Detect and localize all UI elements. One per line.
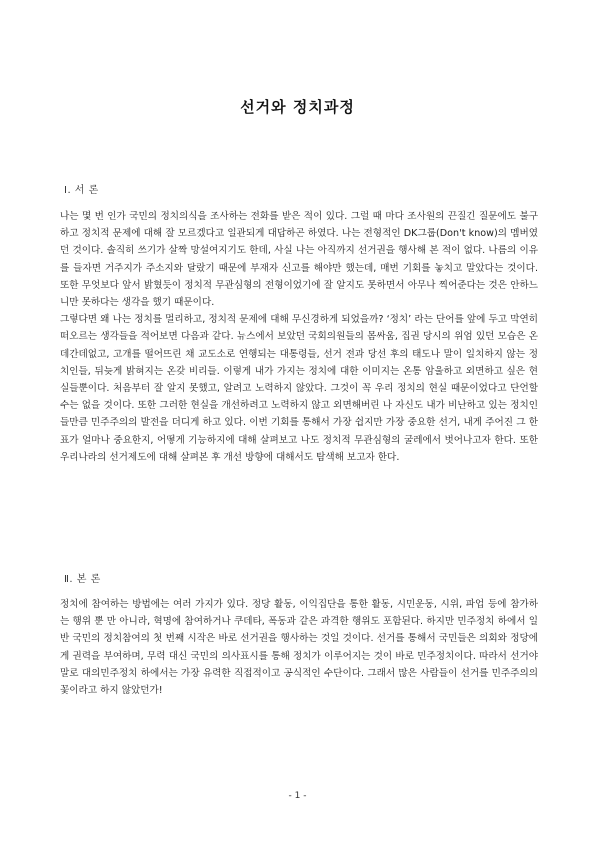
section-heading-main-body: Ⅱ. 본 론: [64, 574, 101, 585]
paragraph: 정치에 참여하는 방법에는 여러 가지가 있다. 정당 활동, 이익집단을 통한 활동, 시민운동, 시위, 파업 등에 참가하는 행위 뿐 만 아니라, 혁명에 참여하거나 쿠데타, 폭동과 같은 과격한 행위도 포함된다. 하지만 민주정치 하에서 일반 국민의 정치참여의 첫 번째 시작은 바로 선거권을 행사하는 것일 것이다. 선거를 통해서 국민들은 의회와 정당에게 권력을 부여하며, 무력 대신 국민의 의사표시를 통해 정치가 이루어지는 것이 바로 민주정치이다. 따라서 선거야말로 대의민주정치 하에서는 가장 유력한 직접적이고 공식적인 수단이다. 그래서 많은 사람들이 선거를 민주주의의 꽃이라고 하지 않았던가!: [60, 599, 538, 697]
paragraph: 나는 몇 번 인가 국민의 정치의식을 조사하는 전화를 받은 적이 있다. 그럴 때 마다 조사원의 끈질긴 질문에도 불구하고 정치적 문제에 대해 잘 모르겠다고 일관되게 대답하곤 하였다. 나는 전형적인 DK그룹(Don't know)의 멤버였던 것이다. 솔직히 쓰기가 살짝 망설여지기도 한데, 사실 나는 아직까지 선거권을 행사해 본 적이 없다. 나름의 이유를 들자면 거주지가 주소지와 달랐기 때문에 부재자 신고를 해야만 했는데, 매번 기회를 놓치고 말았다는 것이다. 또한 무엇보다 앞서 밝혔듯이 정치적 무관심형의 전형이었기에 잘 알지도 못하면서 아무나 찍어준다는 것은 안하느니만 못하다는 생각을 했기 때문이다.: [60, 211, 538, 309]
main-body: [60, 596, 538, 699]
introduction-body: [60, 208, 538, 466]
document-title: 선거와 정치과정: [240, 98, 355, 116]
paragraph: 그렇다면 왜 나는 정치를 멀리하고, 정치적 문제에 대해 무신경하게 되었을까? ‘정치’ 라는 단어를 앞에 두고 막연히 떠오르는 생각들을 적어보면 다음과 같다. 뉴스에서 보았던 국회의원들의 몸싸움, 집권 당시의 위엄 있던 모습은 온데간데없고, 고개를 떨어뜨린 채 교도소로 연행되는 대통령들, 선거 전과 당선 후의 태도나 말이 일치하지 않는 정치인들, 뒤늦게 밝혀지는 온갖 비리들. 이렇게 내가 가지는 정치에 대한 이미지는 온통 암울하고 외면하고 싶은 현실들뿐이다. 처음부터 잘 알지 못했고, 알려고 노력하지 않았다. 그것이 꼭 우리 정치의 현실 때문이었다고 단언할 수는 없을 것이다. 또한 그러한 현실을 개선하려고 노력하지 않고 외면해버린 나 자신도 내가 비난하고 있는 정치인들만큼 민주주의의 발전을 더디게 하고 있다. 이번 기회를 통해서 가장 쉽지만 가장 중요한 선거, 내게 주어진 그 한 표가 얼마나 중요한지, 어떻게 기능하지에 대해 살펴보고 나도 정치적 무관심형의 굴레에서 벗어나고자 한다. 또한 우리나라의 선거제도에 대해 살펴본 후 개선 방향에 대해서도 탐색해 보고자 한다.: [60, 314, 538, 463]
section-heading-introduction: Ⅰ. 서 론: [64, 185, 99, 196]
page-number: - 1 -: [288, 791, 307, 801]
